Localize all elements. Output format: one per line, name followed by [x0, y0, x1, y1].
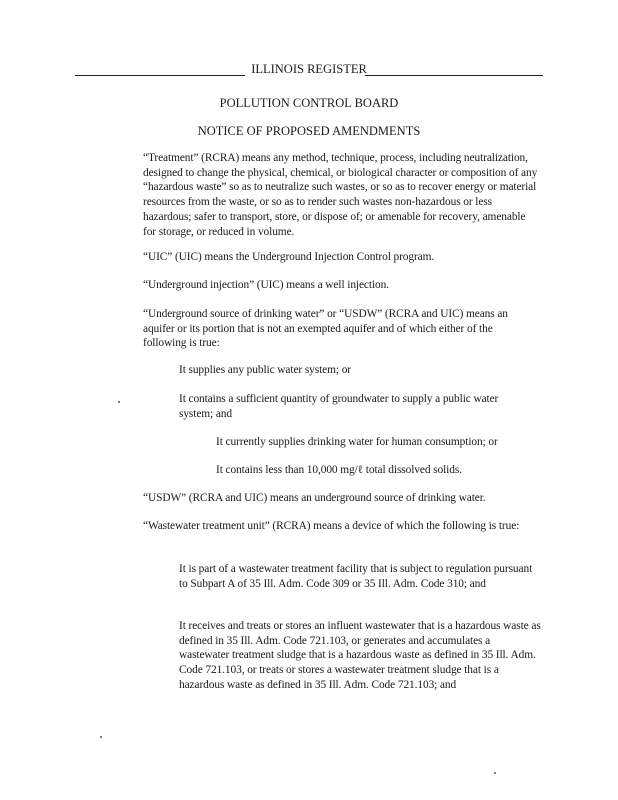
- usdw-item-a: It supplies any public water system; or: [179, 364, 351, 376]
- usdw-definition: “Underground source of drinking water” or “USDW” (RCRA and UIC) means an aquifer or its portion that is not an exempted aquifer and of which either of the following is true:: [143, 308, 508, 350]
- wastewater-treatment-unit-definition: “Wastewater treatment unit” (RCRA) means a device of which the following is true:: [143, 520, 520, 532]
- board-title: POLLUTION CONTROL BOARD: [219, 96, 399, 110]
- notice-title: NOTICE OF PROPOSED AMENDMENTS: [197, 124, 421, 138]
- treatment-definition: “Treatment” (RCRA) means any method, technique, process, including neutralization, designed to change the physical, chemical, or biological character or composition of any “hazardous waste” so as to neutralize such wastes, or so as to recover energy or material resources from the waste, or so as to render such wastes non-hazardous or less hazardous; safer to transport, store, or dispose of; or amenable for recovery, amenable for storage, or reduced in volume.: [143, 152, 538, 238]
- uic-definition: “UIC” (UIC) means the Underground Injection Control program.: [143, 251, 435, 263]
- usdw-item-b2: It contains less than 10,000 mg/ℓ total dissolved solids.: [216, 464, 462, 476]
- register-title: ILLINOIS REGISTER: [251, 62, 367, 76]
- wtu-item-a: It is part of a wastewater treatment facility that is subject to regulation pursuant to Subpart A of 35 Ill. Adm. Code 309 or 35 Ill. Adm. Code 310; and: [179, 563, 533, 590]
- usdw-short-definition: “USDW” (RCRA and UIC) means an underground source of drinking water.: [143, 492, 486, 504]
- usdw-item-b: It contains a sufficient quantity of groundwater to supply a public water system; and: [179, 393, 499, 420]
- usdw-item-b1: It currently supplies drinking water for human consumption; or: [216, 436, 498, 448]
- scan-speck: [494, 772, 496, 774]
- wtu-item-b: It receives and treats or stores an influent wastewater that is a hazardous waste as defined in 35 Ill. Adm. Code 721.103, or generates and accumulates a wastewater treatment sludge that is a hazardous waste as defined in 35 Ill. Adm. Code 721.103, or treats or stores a wastewater treatment sludge that is a hazardous waste as defined in 35 Ill. Adm. Code 721.103; and: [179, 620, 541, 691]
- underground-injection-definition: “Underground injection” (UIC) means a well injection.: [143, 279, 389, 291]
- scan-speck: [118, 401, 120, 403]
- scan-speck: [100, 736, 102, 738]
